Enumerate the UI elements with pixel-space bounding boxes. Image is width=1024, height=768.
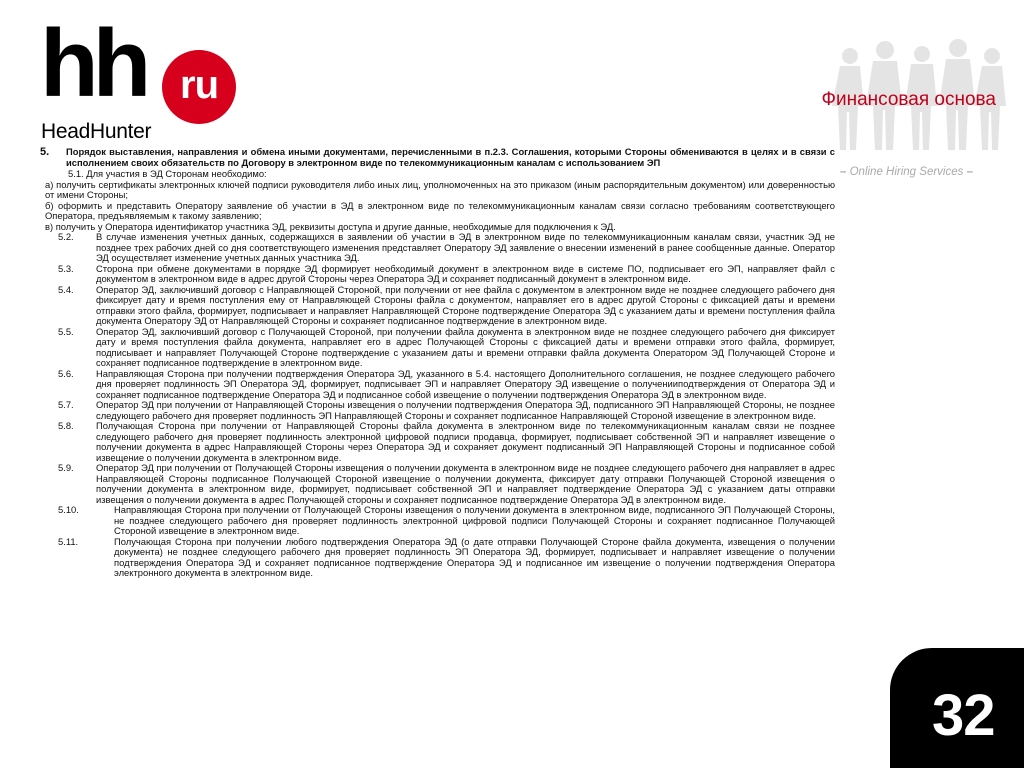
clause-text: Направляющая Сторона при получении от Получающей Стороны извещения о получении документа в электронном виде, подписанного ЭП Получающей Стороны, не позднее следующего рабочего дня проверяет подлинность электронной цифровой подписи Получающей Стороны и сохраняет подписанное Получающей Стороной извещение в электронном виде. bbox=[114, 504, 835, 536]
clause-item bbox=[40, 463, 835, 505]
clause-number: 5.11. bbox=[58, 535, 79, 547]
clause-text: Получающая Сторона при получении любого подтверждения Оператора ЭД (о дате отправки Получающей Стороне файла документа, извещения о получении документа) не позднее следующего рабочего дня проверяет подлинность ЭП Оператора ЭД, формирует, подписывает и направляет извещение о получении подтверждения Оператора ЭД и сохраняет подписанное подтверждение Оператора ЭД и подписанное им извещение о получении подтверждения Оператора электронного документа в электронном виде. bbox=[114, 535, 835, 578]
clause-item bbox=[40, 264, 835, 285]
clause-number: 5.7. bbox=[58, 399, 74, 410]
item-a: а) получить сертификаты электронных ключей подписи руководителя либо иных лиц, уполномоченных на это приказом (иным распорядительным документом) или доверенностью от имени Стороны; bbox=[45, 178, 835, 200]
clause-text: В случае изменения учетных данных, содержащихся в заявлении об участии в ЭД в электронном виде по телекоммуникационным каналам связи, участник ЭД не позднее трех рабочих дней со дня соответствующего изменения представляет Оператору ЭД заявление о внесении изменений в ранее сообщенные данные. Оператор ЭД осуществляет изменение учетных данных участника ЭД. bbox=[96, 231, 835, 263]
page-number-badge bbox=[890, 648, 1024, 768]
page-number: 32 bbox=[932, 683, 995, 748]
clause-item bbox=[40, 400, 835, 421]
logo-ru-badge: ru bbox=[162, 50, 236, 124]
logo-mark: hh bbox=[40, 10, 146, 117]
clause-text: Сторона при обмене документами в порядке ЭД формирует необходимый документ в электронном виде в системе ПО, подписывает его ЭП, направляет файл с документом в электронном виде в адрес другой Стороны через Оператора ЭД и сохраняет подписанный документ в электронном виде. bbox=[96, 262, 835, 284]
clause-item bbox=[40, 327, 835, 369]
clause-number: 5.3. bbox=[58, 262, 74, 274]
clause-text: Получающая Сторона при получении от Направляющей Стороны файла документа в электронном виде по телекоммуникационным каналам связи не позднее следующего рабочего дня проверяет подлинность электронной цифровой подписи продавца, формирует, подписывает собственной ЭП и направляет извещение о получении документа в адрес Направляющей Стороны через Оператора ЭД и сохраняет документ подписанный ЭП Направляющей Стороны и подписанное собой извещение о получении документа в электронном виде. bbox=[96, 420, 835, 463]
clause-number: 5.4. bbox=[58, 283, 74, 295]
clause-text: Оператор ЭД, заключивший договор с Получающей Стороной, при получении файла документа в электронном виде не позднее следующего рабочего дня фиксирует дату и время поступления файла документа, направляет его в адрес Получающей Стороны с фиксацией даты и времени отправки этого файла, формирует, подписывает и направляет Получающей Стороне подтверждение с указанием даты и времени отправки файла документа Оператором ЭД Получающей Стороне и сохраняет подписанное подтверждение в электронном виде. bbox=[96, 325, 835, 368]
tagline-dash-right: – bbox=[966, 166, 973, 178]
clause-item bbox=[40, 537, 835, 579]
clause-text: Оператор ЭД, заключивший договор с Направляющей Стороной, при получении от нее файла с документом в электронном виде не позднее следующего рабочего дня фиксирует дату и время поступления ему от Направляющей Стороны файла с документом, направляет его в адрес другой Стороны с фиксацией даты и времени отправки этого файла, формирует, подписывает и направляет Направляющей Стороне подтверждение Оператора ЭД с указанием даты и времени поступления файла документа Оператору ЭД от Направляющей Стороны и сохраняет подписанное подтверждение в электронном виде. bbox=[96, 283, 835, 326]
tagline bbox=[840, 166, 973, 178]
section-heading bbox=[40, 147, 835, 168]
document-body bbox=[40, 147, 835, 579]
clause-text: Оператор ЭД при получении от Получающей Стороны извещения о получении документа в электронном виде не позднее следующего рабочего дня направляет в адрес Направляющей Стороны подписанное Получающей Стороной извещение о получении документа, фиксирует дату отправки Получающей Стороной извещения о получении документа в электронном виде, формирует, подписывает собственной ЭП и направляет подтверждение Оператора ЭД с указанием даты отправки извещения о получении документа в адрес Получающей стороны и сохраняет подписанное подтверждение Оператора ЭД в электронном виде. bbox=[96, 462, 835, 505]
tagline-text: Online Hiring Services bbox=[849, 166, 964, 178]
clause-number: 5.10. bbox=[58, 504, 79, 515]
clause-item bbox=[40, 505, 835, 537]
clause-item bbox=[40, 285, 835, 327]
logo-wordmark: HeadHunter bbox=[41, 120, 152, 143]
heading-number: 5. bbox=[40, 146, 50, 158]
clause-number: 5.5. bbox=[58, 325, 74, 337]
clause-number: 5.8. bbox=[58, 420, 74, 431]
clause-list bbox=[40, 232, 835, 579]
clause-item bbox=[40, 232, 835, 264]
section-title: Финансовая основа bbox=[821, 89, 996, 110]
tagline-dash-left: – bbox=[840, 166, 847, 178]
item-b: б) оформить и представить Оператору заявление об участии в ЭД в электронном виде по телекоммуникационным каналам связи согласно требованиям соответствующего Оператора, предъявляемым к такому заявлению; bbox=[45, 199, 835, 221]
clause-text: Оператор ЭД при получении от Направляющей Стороны извещения о получении подтверждения Оператора ЭД, подписанного ЭП Направляющей Стороны, не позднее следующего рабочего дня проверяет подлинность ЭП Направляющей Стороны и сохраняет подписанное Направляющей Стороной извещение в электронном виде. bbox=[96, 399, 835, 421]
intro-paragraph: 5.1. Для участия в ЭД Сторонам необходимо: bbox=[68, 168, 267, 179]
headhunter-logo[interactable] bbox=[40, 10, 240, 145]
clause-item bbox=[40, 369, 835, 401]
clause-text: Направляющая Сторона при получении подтверждения Оператора ЭД, указанного в 5.4. настоящего Дополнительного соглашения, не позднее следующего рабочего дня проверяет подлинность ЭП Оператора ЭД, формирует, подписывает ЭП и направляет Оператору ЭД извещение о полученииподтверждения от Оператора ЭД и сохраняет подписанное подтверждение Оператора ЭД и подписанное собой извещение о получении подтверждения Оператора ЭД в электронном виде. bbox=[96, 367, 835, 400]
item-c: в) получить у Оператора идентификатор участника ЭД, реквизиты доступа и другие данные, необходимые для подключения к ЭД. bbox=[45, 220, 616, 232]
clause-number: 5.9. bbox=[58, 462, 74, 473]
clause-number: 5.2. bbox=[58, 231, 74, 242]
heading-text: Порядок выставления, направления и обмена иными документами, перечисленными в п.2.3. Соглашения, которыми Стороны обмениваются в целях и в связи с исполнением своих обязательств по Договору в электронном виде по телекоммуникационным каналам с использованием ЭП bbox=[66, 146, 835, 168]
clause-item bbox=[40, 421, 835, 463]
clause-number: 5.6. bbox=[58, 367, 74, 379]
